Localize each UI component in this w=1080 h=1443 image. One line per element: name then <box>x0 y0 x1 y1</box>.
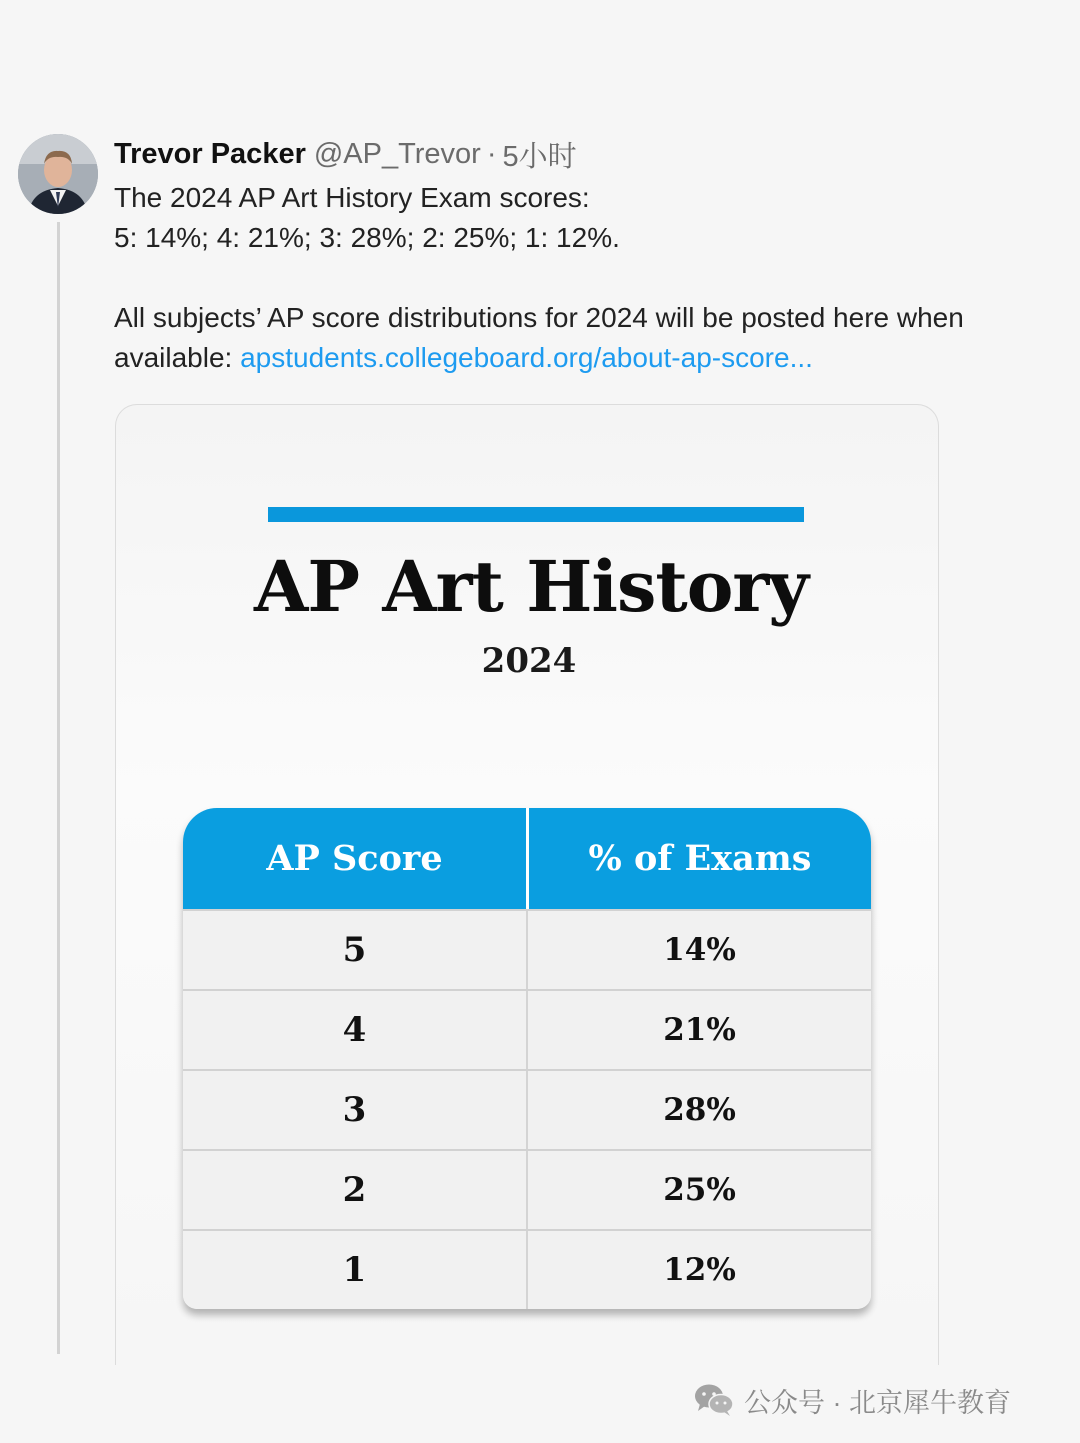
watermark-text: 公众号 · 北京犀牛教育 <box>744 1387 1011 1418</box>
author-name[interactable]: Trevor Packer <box>114 137 306 170</box>
percent-cell: 12% <box>663 1252 736 1288</box>
media-card[interactable] <box>115 404 939 1365</box>
card-title: AP Art History <box>254 545 808 628</box>
table-row <box>183 1229 871 1309</box>
tweet-line: The 2024 AP Art History Exam scores: <box>114 182 590 213</box>
watermark <box>694 1380 1011 1420</box>
score-cell: 5 <box>183 911 528 989</box>
score-table <box>183 808 871 1309</box>
table-row <box>183 1069 871 1149</box>
percent-cell: 28% <box>663 1092 736 1128</box>
tweet-line-prefix: available: <box>114 342 241 373</box>
tweet-link[interactable]: apstudents.collegeboard.org/about-ap-score... <box>240 342 813 373</box>
card-year: 2024 <box>481 641 577 681</box>
tweet-line <box>114 338 1074 378</box>
score-cell: 4 <box>183 991 528 1069</box>
score-cell: 2 <box>183 1151 528 1229</box>
header-percent-exams: % of Exams <box>588 838 812 879</box>
tweet-header <box>114 134 577 174</box>
header-ap-score: AP Score <box>183 808 529 909</box>
score-cell: 3 <box>183 1071 528 1149</box>
wechat-icon <box>694 1383 734 1417</box>
card-accent-bar <box>268 507 804 522</box>
profile-photo-icon <box>18 134 98 214</box>
separator: · <box>486 137 497 170</box>
table-row <box>183 909 871 989</box>
author-handle[interactable]: @AP_Trevor <box>313 137 481 170</box>
score-cell: 1 <box>183 1231 528 1309</box>
percent-cell: 14% <box>663 932 736 968</box>
tweet-line: 5: 14%; 4: 21%; 3: 28%; 2: 25%; 1: 12%. <box>114 222 620 253</box>
tweet-text <box>114 178 1074 378</box>
avatar[interactable] <box>18 134 98 214</box>
percent-cell: 25% <box>663 1172 736 1208</box>
table-row <box>183 1149 871 1229</box>
percent-cell: 21% <box>663 1012 736 1048</box>
table-row <box>183 989 871 1069</box>
table-header <box>183 808 871 909</box>
thread-line <box>57 222 60 1354</box>
tweet-line: All subjects’ AP score distributions for 2024 will be posted here when <box>114 302 964 333</box>
timestamp[interactable]: 5小时 <box>502 140 577 173</box>
